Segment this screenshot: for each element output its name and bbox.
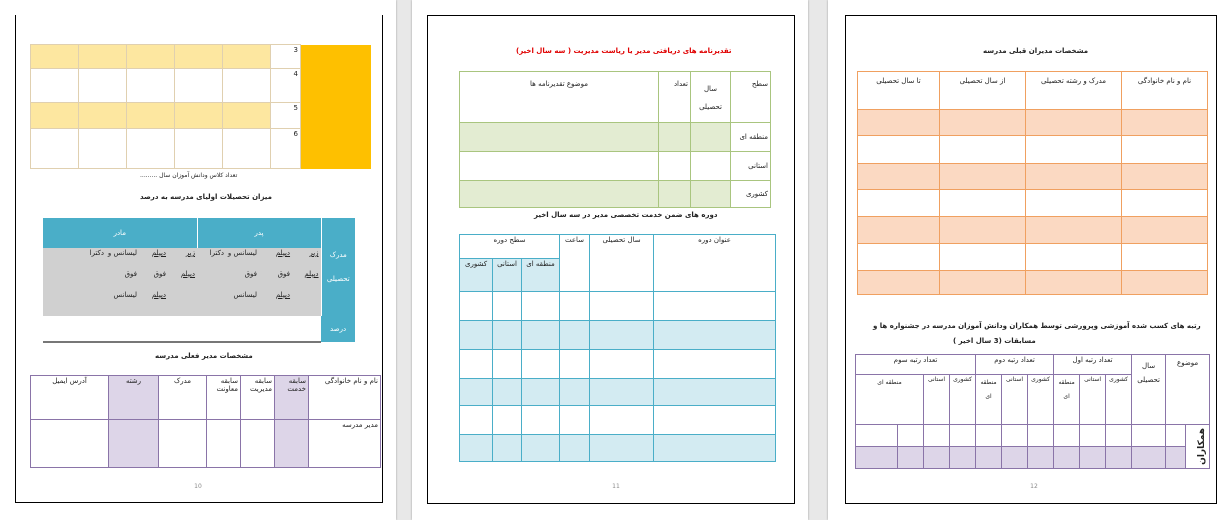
courses-table: عنوان دوره سال تحصیلی ساعت سطح دوره منطقه ای استانی کشوری [459,234,776,462]
row-number: 3 [271,45,301,69]
ranks-row-label: همکاران [1197,428,1208,465]
degree-label: مدرک تحصیلی [326,251,350,283]
mother-header: مادر [43,218,197,248]
ranks-title-line1: رتبه های کسب شده آموزشی وپرورشی توسط همکاران ودانش آموزان مدرسه در جشنواره ها و [873,322,1201,330]
previous-principals-table: نام و نام خانوادگی مدرک و رشته تحصیلی از سال تحصیلی تا سال تحصیلی [857,71,1208,295]
page-number: 10 [194,483,202,490]
awards-title: تقدیرنامه های دریافتی مدیر یا ریاست مدیریت ( سه سال اخیر) [516,47,732,55]
row-number: 4 [271,69,301,103]
ranks-title-line2: مسابقات (3 سال اخیر ) [953,337,1036,345]
row-number: 5 [271,103,301,129]
page-11 [412,0,808,520]
page-12 [828,0,1231,520]
previous-principals-title: مشخصات مدیران قبلی مدرسه [983,47,1089,55]
ranks-table: موضوع سال تحصیلی تعداد رتبه اول تعداد رتبه دوم تعداد رتبه سوم کشوری استانی منطقه ای کشوری استانی منطقه ای کشوری استانی منطقه ای همکاران [855,354,1210,469]
awards-table: سطح سال تحصیلی تعداد موضوع تقدیرنامه ها منطقه ای استانی کشوری [459,71,771,208]
percent-label: درصد [321,316,355,342]
education-table: مدرک تحصیلی پدر مادر زیر دیپلم دیپلم فوق دیپلم لیسانس و فوق لیسانس دکترا زیر دیپلم دیپلم فوق دیپلم لیسانس و فوق لیسانس دکترا درصد [43,218,355,343]
page-number: 11 [612,483,620,490]
principal-table: نام و نام خانوادگی سابقه خدمت سابقه مدیریت سابقه معاونت مدرک رشته آدرس ایمیل مدیر مدرسه [30,375,381,468]
class-count-table [30,44,371,169]
page-10 [0,0,396,520]
principal-header: نام و نام خانوادگی [309,376,381,420]
education-title: میزان تحصیلات اولیای مدرسه به درصد [140,193,273,201]
courses-title: دوره های ضمن خدمت تخصصی مدیر در سه سال اخیر [534,211,718,219]
father-header: پدر [197,218,321,248]
award-level: کشوری [731,181,771,208]
class-count-caption: تعداد کلاس ودانش آموزان سال ......... [140,172,238,179]
gold-cell [301,45,371,169]
award-level: استانی [731,152,771,181]
award-level: منطقه ای [731,123,771,152]
page-number: 12 [1030,483,1038,490]
current-principal-title: مشخصات مدیر فعلی مدرسه [155,352,253,360]
principal-row-label: مدیر مدرسه [309,420,381,468]
row-number: 6 [271,129,301,169]
